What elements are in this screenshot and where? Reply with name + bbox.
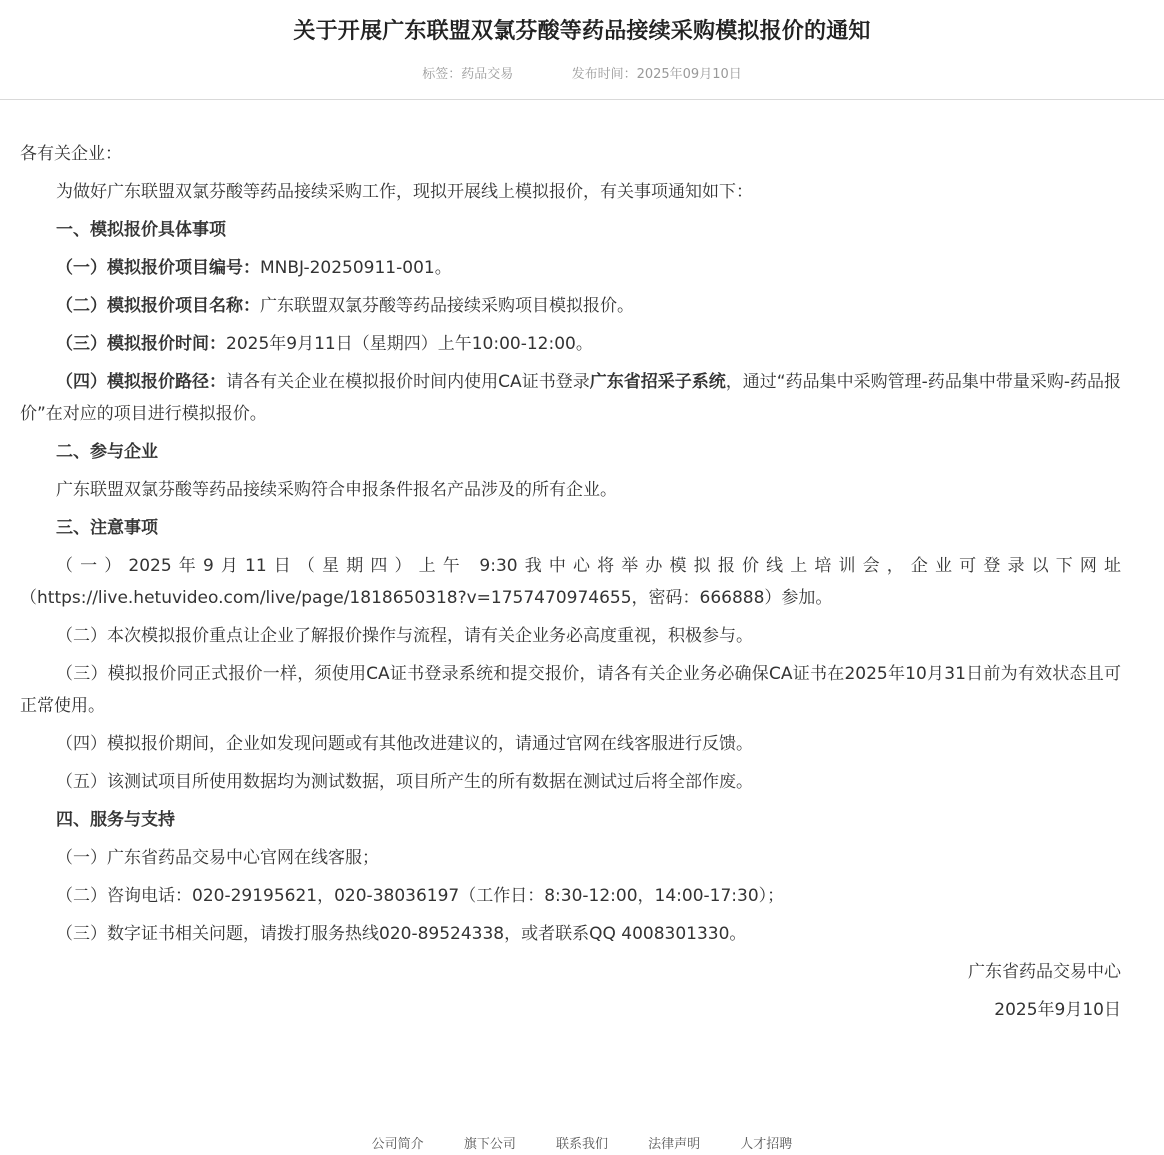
section3-item3: （三）模拟报价同正式报价一样，须使用CA证书登录系统和提交报价，请各有关企业务必确保CA证书在2025年10月31日前为有效状态且可正常使用。 [20,664,1121,716]
publish-date-label: 发布时间： [571,67,637,82]
section4-item2: （二）咨询电话：020-29195621，020-38036197（工作日：8:30-12:00，14:00-17:30）； [56,886,785,906]
footer-link-legal[interactable]: 法律声明 [648,1137,701,1152]
item-text: 2025年9月11日（星期四）上午10:00-12:00。 [226,334,593,354]
item-label: （一）模拟报价项目编号： [56,258,260,278]
footer-link-about[interactable]: 公司简介 [371,1137,424,1152]
section1-item3 [20,328,1121,360]
signature-date: 2025年9月10日 [994,1000,1121,1020]
tag-value: 药品交易 [461,67,514,82]
section-heading-3: 三、注意事项 [56,518,158,538]
item-label: （二）模拟报价项目名称： [56,296,260,316]
signature-org: 广东省药品交易中心 [968,962,1121,982]
footer-link-contact[interactable]: 联系我们 [555,1137,608,1152]
section1-item4 [20,366,1121,430]
section-heading-1: 一、模拟报价具体事项 [56,220,226,240]
footer-link-subsidiaries[interactable]: 旗下公司 [463,1137,516,1152]
item-text: ，通过“药品集中采购管理-药品集中带量采购-药品报价”在对应的项目进行模拟报价。 [20,372,1122,424]
tag-label: 标签： [422,67,462,82]
section1-item2 [20,290,1121,322]
section3-item5: （五）该测试项目所使用数据均为测试数据，项目所产生的所有数据在测试过后将全部作废。 [56,772,753,792]
section1-item1 [20,252,1121,284]
section2-text: 广东联盟双氯芬酸等药品接续采购符合申报条件报名产品涉及的所有企业。 [56,480,617,500]
article-header [0,0,1164,100]
article-body [20,138,1121,1032]
publish-date-value: 2025年09月10日 [636,67,742,82]
footer-link-careers[interactable]: 人才招聘 [740,1137,793,1152]
greeting: 各有关企业： [20,144,122,164]
system-name: 广东省招采子系统 [589,372,726,392]
footer-nav [0,1133,1164,1152]
section3-item1: （一）2025年9月11日（星期四）上午 9:30我中心将举办模拟报价线上培训会，企业可登录以下网址（https://live.hetuvideo.com/live/page/1818650318?v=1757470974655，密码：666888）参加。 [20,556,1121,608]
page-title: 关于开展广东联盟双氯芬酸等药品接续采购模拟报价的通知 [293,19,871,44]
section-heading-4: 四、服务与支持 [56,810,175,830]
section3-item4: （四）模拟报价期间，企业如发现问题或有其他改进建议的，请通过官网在线客服进行反馈。 [56,734,753,754]
section4-item3: （三）数字证书相关问题，请拨打服务热线020-89524338，或者联系QQ 4008301330。 [56,924,747,944]
item-text: MNBJ-20250911-001。 [260,258,452,278]
item-text: 广东联盟双氯芬酸等药品接续采购项目模拟报价。 [260,296,634,316]
section3-item2: （二）本次模拟报价重点让企业了解报价操作与流程，请有关企业务必高度重视，积极参与。 [56,626,753,646]
intro-paragraph: 为做好广东联盟双氯芬酸等药品接续采购工作，现拟开展线上模拟报价，有关事项通知如下： [56,182,753,202]
item-label: （四）模拟报价路径： [56,372,227,392]
section-heading-2: 二、参与企业 [56,442,158,462]
section4-item1: （一）广东省药品交易中心官网在线客服； [56,848,379,868]
item-text: 请各有关企业在模拟报价时间内使用CA证书登录 [226,372,590,392]
item-label: （三）模拟报价时间： [56,334,226,354]
article-meta [0,63,1164,82]
